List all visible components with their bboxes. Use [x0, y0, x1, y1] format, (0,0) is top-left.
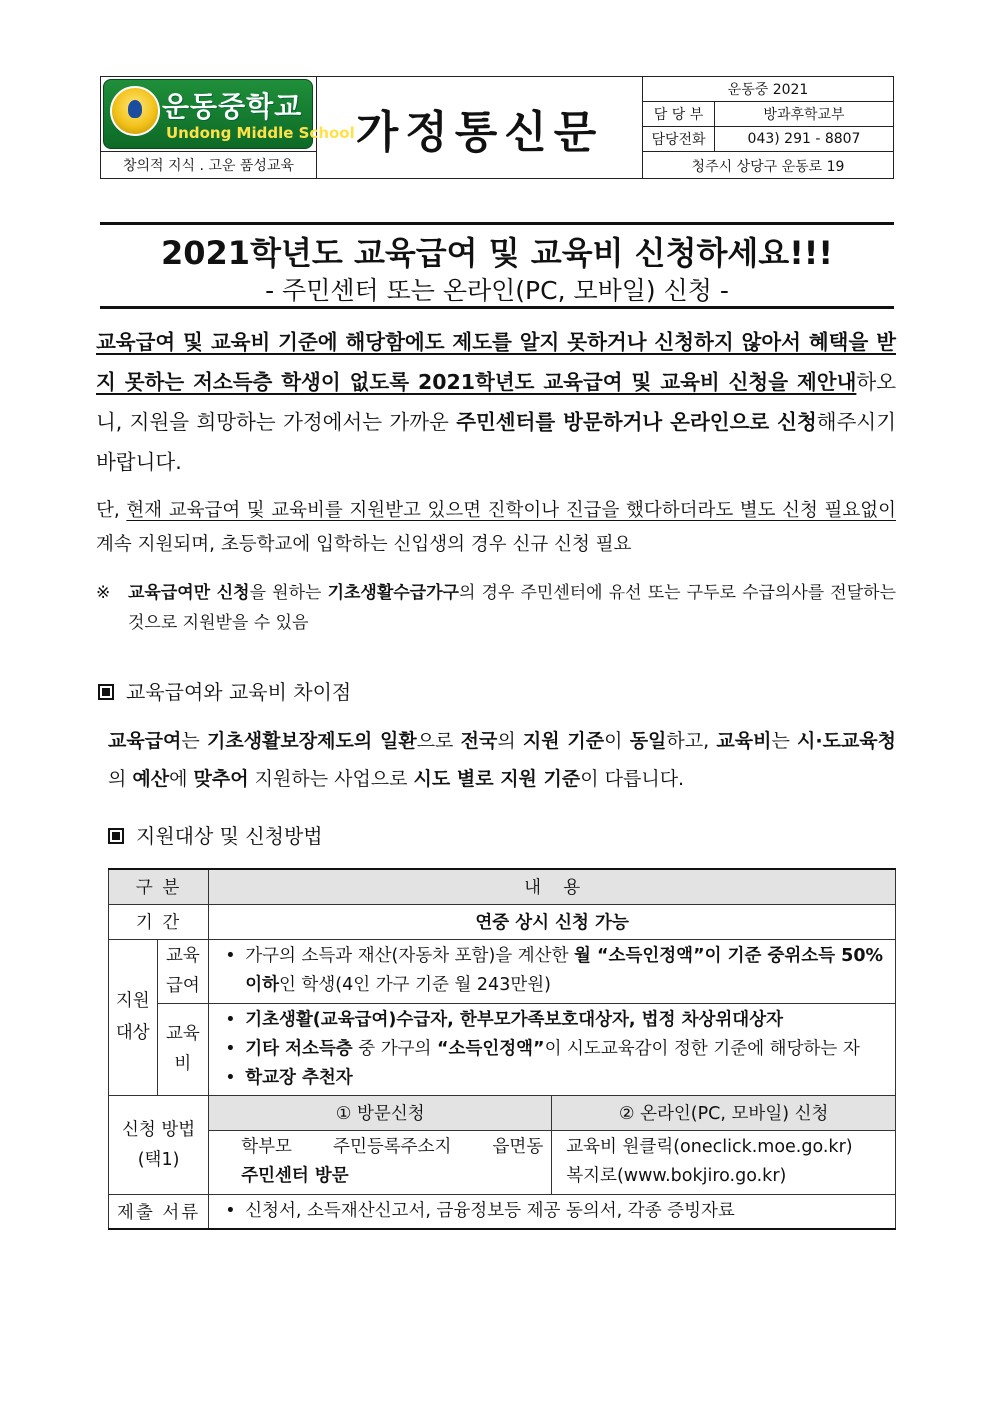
online-method-header: ② 온라인(PC, 모바일) 신청 [552, 1095, 896, 1130]
documents-row [109, 1194, 896, 1229]
diff-bold-1: 교육급여 [108, 730, 182, 752]
edu-benefit-label: 교육 급여 [157, 939, 209, 1003]
edu-cost-row [109, 1003, 896, 1095]
title-rule-top [100, 222, 894, 225]
diff-text-10: 이 다릅니다. [580, 768, 685, 790]
period-row [109, 904, 896, 939]
letter-title: 가정통신문 [355, 106, 604, 158]
method-label: 신청 방법 [122, 1119, 196, 1140]
diff-text-1: 는 [181, 730, 207, 752]
notice-sub-title: - 주민센터 또는 온라인(PC, 모바일) 신청 - [265, 276, 729, 305]
edu-benefit-content [209, 939, 896, 1003]
diff-bold-5: 동일 [629, 730, 667, 752]
section-heading-eligibility [108, 820, 323, 849]
section-heading-difference [98, 676, 351, 705]
period-label: 기 간 [109, 904, 209, 939]
intro-underlined: 교육급여 및 교육비 기준에 해당함에도 제도를 알지 못하거나 신청하지 않아서 혜택을 받지 못하는 저소득층 학생이 없도록 2021학년도 교육급여 및 교육비 신청을 제안내 [96, 330, 896, 394]
online-method-detail [552, 1130, 896, 1194]
eligibility-table [108, 868, 896, 1230]
list-item [217, 1064, 887, 1093]
letter-title-cell [317, 77, 643, 178]
intro-bold: 주민센터를 방문하거나 온라인으로 신청 [456, 410, 817, 434]
logo-school-name-en: Undong Middle School [166, 124, 355, 142]
notice-underlined: 현재 교육급여 및 교육비를 지원받고 있으면 진학이나 진급을 했다하더라도 별도 신청 필요없이 [126, 500, 896, 521]
school-year-row [643, 77, 893, 102]
school-emblem-icon [110, 86, 160, 136]
edu-cost-label: 교육 비 [157, 1003, 209, 1095]
documents-value: 신청서, 소득재산신고서, 금융정보등 제공 동의서, 각종 증빙자료 [245, 1200, 735, 1221]
phone-label: 담당전화 [643, 127, 715, 151]
phone-value: 043) 291 - 8807 [747, 131, 861, 147]
square-bullet-icon [98, 684, 114, 700]
diff-text-5: 하고, [666, 730, 717, 752]
online-line-2: 복지로(www.bokjiro.go.kr) [566, 1166, 787, 1186]
school-brand-cell [101, 77, 355, 178]
edu-cost-item-2-text-2: 이 시도교육감이 정한 기준에 해당하는 자 [544, 1038, 860, 1059]
list-item [217, 1197, 887, 1226]
visit-method-detail [209, 1130, 552, 1194]
section-heading-difference-text: 교육급여와 교육비 차이점 [126, 680, 352, 704]
edu-cost-item-1: 기초생활(교육급여)수급자, 한부모가족보호대상자, 법정 차상위대상자 [245, 1009, 783, 1030]
note-bold-2: 기초생활수급가구 [327, 583, 459, 603]
contact-info-cell [643, 77, 893, 178]
diff-text-6: 는 [771, 730, 798, 752]
list-item [217, 1006, 887, 1035]
online-line-1: 교육비 원클릭(oneclick.moe.go.kr) [566, 1137, 853, 1157]
method-sub-label: (택1) [137, 1149, 180, 1170]
reference-mark: ※ [96, 583, 111, 603]
documents-content [209, 1194, 896, 1229]
edu-benefit-text-2: 인 학생(4인 가구 기준 월 243만원) [279, 975, 551, 995]
edu-cost-content [209, 1003, 896, 1095]
department-row [643, 102, 893, 127]
notice-text-2: 계속 지원되며, 초등학교에 입학하는 신입생의 경우 신규 신청 필요 [96, 534, 632, 555]
notice-main-title: 2021학년도 교육급여 및 교육비 신청하세요!!! [161, 234, 833, 272]
school-year: 운동중 2021 [727, 82, 809, 98]
diff-bold-9: 맞추어 [193, 768, 249, 790]
reference-note-text [128, 578, 896, 638]
title-rule-bottom [100, 306, 894, 309]
documents-label: 제출 서류 [109, 1194, 209, 1229]
table-header-row [109, 869, 896, 904]
diff-text-3: 의 [497, 730, 523, 752]
method-label-cell [109, 1095, 209, 1194]
difference-paragraph [108, 722, 896, 798]
method-header-row [109, 1095, 896, 1130]
visit-line-1: 학부모 주민등록주소지 읍면동 [241, 1137, 544, 1157]
edu-cost-item-3: 학교장 추천자 [245, 1067, 353, 1088]
edu-cost-item-2-bold-2: “소득인정액” [437, 1038, 545, 1059]
note-text-1: 을 원하는 [249, 583, 328, 603]
department-label: 담 당 부 [643, 102, 715, 126]
note-text-2: 의 경우 주민센터에 유선 또는 구두로 수급의사를 전달하는 것으로 지원받을 수 있음 [128, 583, 896, 633]
diff-bold-8: 예산 [132, 768, 170, 790]
school-motto: 창의적 지식 . 고운 품성교육 [101, 151, 316, 178]
edu-benefit-text-1: 가구의 소득과 재산(자동차 포함)을 계산한 [245, 946, 575, 966]
diff-text-7: 의 [108, 768, 133, 790]
edu-benefit-row [109, 939, 896, 1003]
intro-text-2: 해주시기 바랍니다. [96, 410, 897, 474]
notice-text-1: 단, [96, 500, 127, 521]
intro-paragraph [96, 322, 896, 482]
diff-bold-7: 시·도교육청 [797, 730, 897, 752]
reference-note [96, 578, 896, 638]
edu-benefit-bold: 월 “소득인정액”이 기준 중위소득 50% 이하 [245, 946, 884, 995]
period-value: 연중 상시 신청 가능 [209, 904, 896, 939]
diff-bold-4: 지원 기준 [522, 730, 605, 752]
school-address: 청주시 상당구 운동로 19 [691, 158, 845, 175]
visit-method-header: ① 방문신청 [209, 1095, 552, 1130]
diff-text-9: 지원하는 사업으로 [248, 768, 414, 790]
diff-bold-2: 기초생활보장제도의 일환 [207, 730, 417, 752]
diff-text-2: 으로 [416, 730, 461, 752]
diff-bold-6: 교육비 [716, 730, 772, 752]
section-heading-eligibility-text: 지원대상 및 신청방법 [136, 824, 323, 848]
letter-header [100, 76, 894, 179]
notice-paragraph [96, 494, 896, 562]
edu-cost-item-2-text-1: 중 가구의 [352, 1038, 438, 1059]
diff-bold-3: 전국 [460, 730, 498, 752]
list-item [217, 942, 887, 1000]
school-logo [103, 79, 355, 149]
target-label: 지원 대상 [109, 939, 158, 1095]
logo-school-name: 운동중학교 [162, 90, 303, 123]
note-bold-1: 교육급여만 신청 [128, 583, 250, 603]
visit-line-2: 주민센터 방문 [241, 1166, 349, 1186]
phone-row [643, 127, 893, 152]
header-category: 구 분 [109, 869, 209, 904]
address-row [643, 152, 893, 179]
method-detail-row [109, 1130, 896, 1194]
diff-text-4: 이 [604, 730, 630, 752]
department-value: 방과후학교부 [763, 107, 845, 123]
diff-bold-10: 시도 별로 지원 기준 [413, 768, 581, 790]
header-content: 내 용 [209, 869, 896, 904]
list-item [217, 1035, 887, 1064]
square-bullet-icon [108, 828, 124, 844]
diff-text-8: 에 [169, 768, 194, 790]
edu-cost-item-2-bold: 기타 저소득층 [245, 1038, 353, 1059]
intro-text-1: 하오니, 지원을 희망하는 가정에서는 가까운 [96, 370, 896, 434]
